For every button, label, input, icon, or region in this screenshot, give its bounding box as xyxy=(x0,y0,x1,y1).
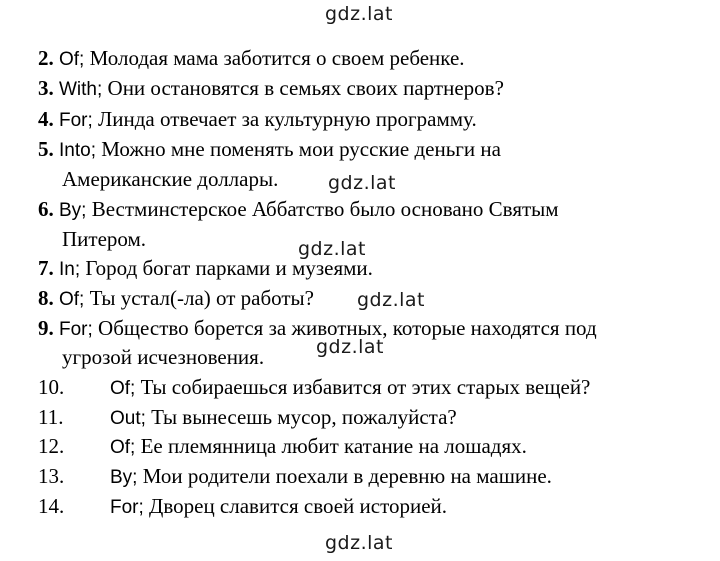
item-text: Они остановятся в семьях своих партнеров? xyxy=(102,76,504,100)
item-number: 10. xyxy=(38,375,65,399)
list-item xyxy=(38,431,678,461)
item-number: 4. xyxy=(38,107,54,131)
item-answer: Of; xyxy=(59,49,85,70)
item-number: 7. xyxy=(38,256,54,280)
item-answer: For; xyxy=(110,497,144,518)
item-number: 6. xyxy=(38,197,54,221)
item-number: 12. xyxy=(38,434,65,458)
watermark: gdz.lat xyxy=(298,238,367,260)
item-text: Ее племянница любит катание на лошадях. xyxy=(135,434,527,458)
item-text: Дворец славится своей историей. xyxy=(143,494,448,518)
item-text: Общество борется за животных, которые находятся под xyxy=(92,316,597,340)
item-number: 14. xyxy=(38,494,65,518)
watermark-top: gdz.lat xyxy=(325,3,394,25)
item-text: Линда отвечает за культурную программу. xyxy=(92,107,477,131)
list-item xyxy=(38,372,678,402)
item-answer: By; xyxy=(110,467,138,488)
item-continuation: Американские доллары. xyxy=(62,167,279,191)
item-answer: Into; xyxy=(59,140,96,161)
item-number: 2. xyxy=(38,46,54,70)
item-answer: For; xyxy=(59,319,93,340)
item-answer: Of; xyxy=(110,378,136,399)
list-item xyxy=(38,283,314,315)
item-answer: By; xyxy=(59,200,87,221)
item-text: Ты вынесешь мусор, пожалуйста? xyxy=(145,405,457,429)
item-number: 5. xyxy=(38,137,54,161)
watermark: gdz.lat xyxy=(316,336,385,358)
item-text: Вестминстерское Аббатство было основано Святым xyxy=(86,197,559,221)
list-item xyxy=(38,461,678,491)
watermark: gdz.lat xyxy=(328,172,397,194)
item-continuation: Питером. xyxy=(62,227,147,251)
watermark: gdz.lat xyxy=(357,289,426,311)
list-item xyxy=(38,134,501,166)
item-answer: Out; xyxy=(110,408,146,429)
item-answer: Of; xyxy=(110,437,136,458)
list-item xyxy=(38,253,373,285)
list-item xyxy=(38,43,465,75)
item-number: 9. xyxy=(38,316,54,340)
item-text: Мои родители поехали в деревню на машине. xyxy=(137,464,552,488)
list-item xyxy=(38,194,559,226)
list-item xyxy=(38,104,477,136)
item-text: Ты устал(-ла) от работы? xyxy=(84,286,314,310)
watermark-bottom: gdz.lat xyxy=(325,532,394,554)
list-item xyxy=(38,491,678,521)
list-item xyxy=(38,402,678,432)
item-answer: For; xyxy=(59,110,93,131)
item-text: Ты собираешься избавится от этих старых вещей? xyxy=(135,375,591,399)
item-text: Город богат парками и музеями. xyxy=(80,256,373,280)
item-number: 3. xyxy=(38,76,54,100)
item-continuation: угрозой исчезновения. xyxy=(62,345,265,369)
item-text: Можно мне поменять мои русские деньги на xyxy=(95,137,501,161)
item-answer: With; xyxy=(59,79,103,100)
list-item xyxy=(38,313,597,345)
item-text: Молодая мама заботится о своем ребенке. xyxy=(84,46,465,70)
list-item xyxy=(38,73,504,105)
item-number: 13. xyxy=(38,464,65,488)
item-answer: In; xyxy=(59,259,81,280)
item-number: 8. xyxy=(38,286,54,310)
item-number: 11. xyxy=(38,405,64,429)
item-answer: Of; xyxy=(59,289,85,310)
